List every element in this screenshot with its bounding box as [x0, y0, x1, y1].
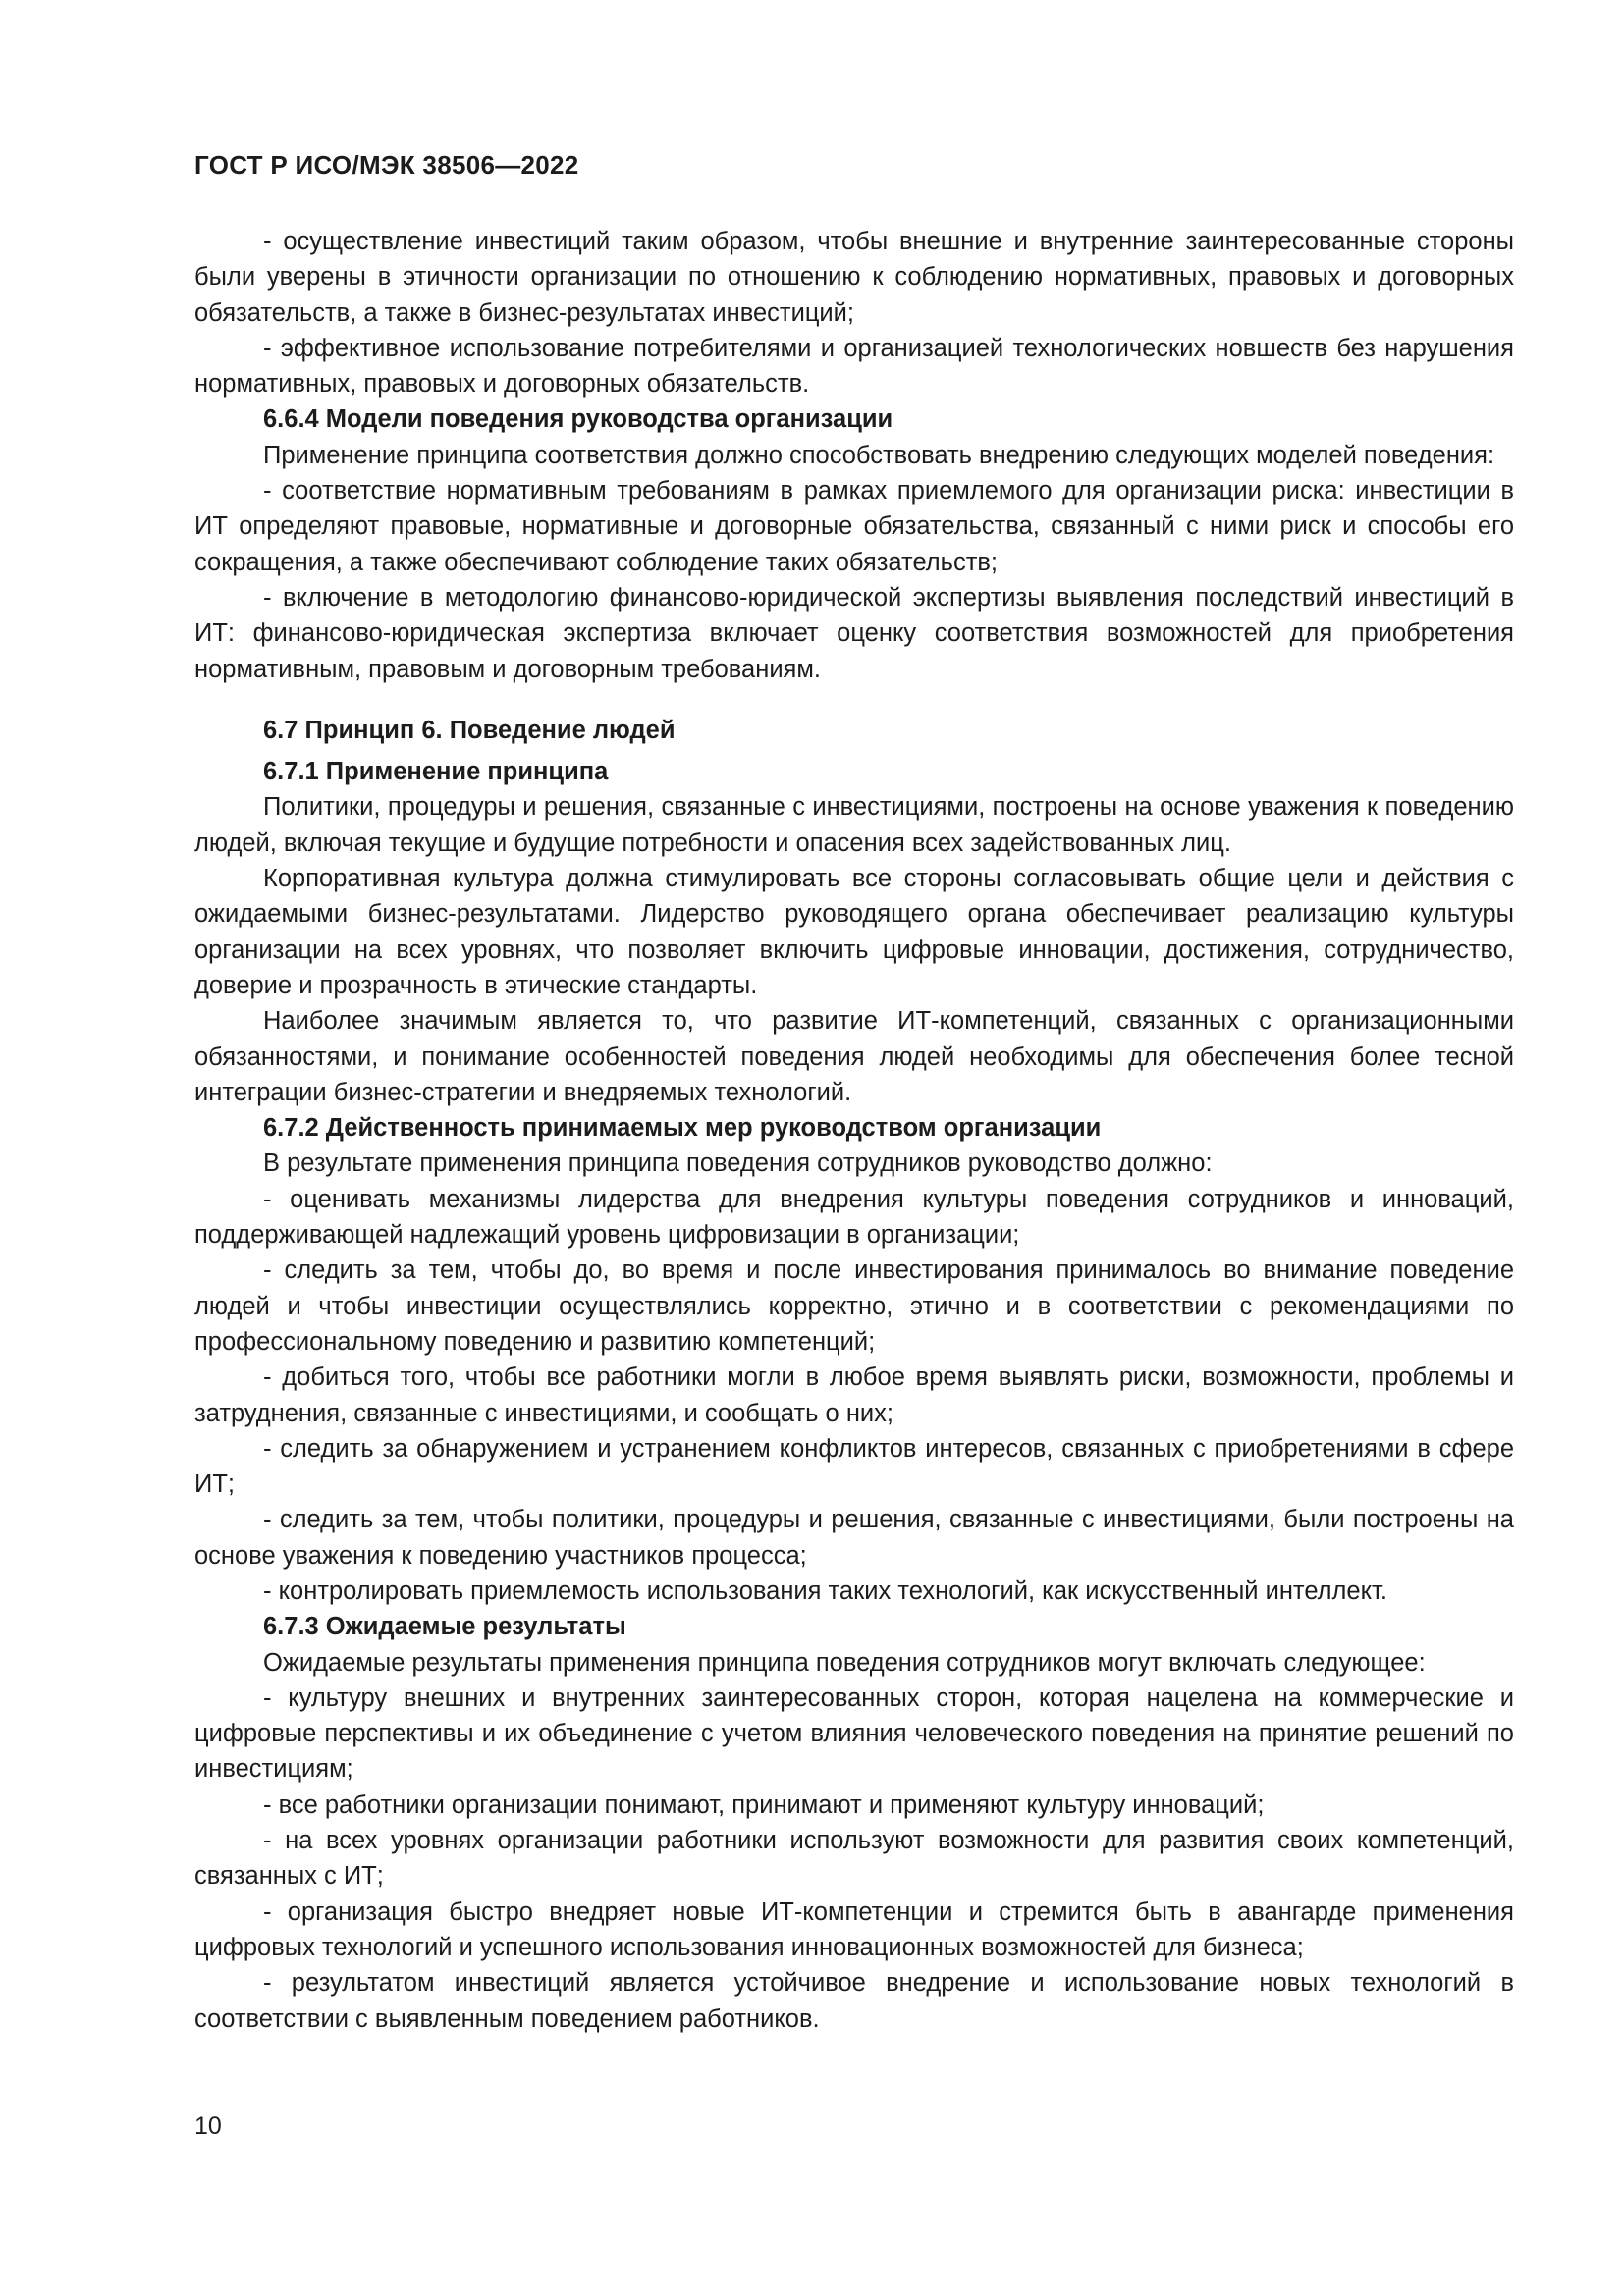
body-paragraph: - оценивать механизмы лидерства для внедрения культуры поведения сотрудников и инноваций, поддерживающей надлежащий уровень цифровизации в организации;	[194, 1185, 1514, 1250]
body-paragraph: Наиболее значимым является то, что развитие ИТ-компетенций, связанных с организационными обязанностями, и понимание особенностей поведения людей необходимы для обеспечения более тесной интеграции бизнес-стратегии и внедряемых технологий.	[194, 1007, 1514, 1106]
body-paragraph: Корпоративная культура должна стимулировать все стороны согласовывать общие цели и действия с ожидаемыми бизнес-результатами. Лидерство руководящего органа обеспечивает реализацию культуры организации на всех уровнях, что позволяет включить цифровые инновации, достижения, сотрудничество, доверие и прозрачность в этические стандарты.	[194, 865, 1514, 999]
body-paragraph: - культуру внешних и внутренних заинтересованных сторон, которая нацелена на коммерческие и цифровые перспективы и их объединение с учетом влияния человеческого поведения на принятие решений по инвестициям;	[194, 1683, 1514, 1784]
page-number: 10	[194, 2112, 222, 2140]
body-paragraph: - контролировать приемлемость использования таких технологий, как искусственный интеллект.	[263, 1576, 1387, 1605]
body-paragraph: - соответствие нормативным требованиям в рамках приемлемого для организации риска: инвестиции в ИТ определяют правовые, нормативные и договорные обязательства, связанный с ними риск и способы его сокращения, а также обеспечивают соблюдение таких обязательств;	[194, 477, 1514, 576]
body-paragraph: - организация быстро внедряет новые ИТ-компетенции и стремится быть в авангарде применения цифровых технологий и успешного использования инновационных возможностей для бизнеса;	[194, 1897, 1514, 1961]
section-heading-6-7-2: 6.7.2 Действенность принимаемых мер руководством организации	[263, 1114, 1102, 1143]
section-heading-6-7-3: 6.7.3 Ожидаемые результаты	[263, 1613, 626, 1641]
section-heading-6-7: 6.7 Принцип 6. Поведение людей	[263, 716, 676, 744]
page-body	[194, 224, 1514, 2037]
body-paragraph: - все работники организации понимают, принимают и применяют культуру инноваций;	[263, 1790, 1265, 1819]
body-paragraph: - добиться того, чтобы все работники могли в любое время выявлять риски, возможности, проблемы и затруднения, связанные с инвестициями, и сообщать о них;	[194, 1363, 1514, 1427]
body-paragraph: Применение принципа соответствия должно способствовать внедрению следующих моделей поведения:	[263, 441, 1495, 469]
body-paragraph: В результате применения принципа поведения сотрудников руководство должно:	[263, 1149, 1213, 1178]
body-paragraph: - следить за тем, чтобы до, во время и после инвестирования принималось во внимание поведение людей и чтобы инвестиции осуществлялись корректно, этично и в соответствии с рекомендациями по профессиональному поведению и развитию компетенций;	[194, 1256, 1514, 1356]
body-paragraph: Ожидаемые результаты применения принципа поведения сотрудников могут включать следующее:	[263, 1648, 1426, 1677]
section-heading-6-6-4: 6.6.4 Модели поведения руководства организации	[263, 405, 893, 434]
section-heading-6-7-1: 6.7.1 Применение принципа	[263, 758, 609, 786]
standard-designation: ГОСТ Р ИСО/МЭК 38506—2022	[194, 150, 579, 180]
body-paragraph: - следить за тем, чтобы политики, процедуры и решения, связанные с инвестициями, были построены на основе уважения к поведению участников процесса;	[194, 1506, 1514, 1570]
body-paragraph: Политики, процедуры и решения, связанные с инвестициями, построены на основе уважения к поведению людей, включая текущие и будущие потребности и опасения всех задействованных лиц.	[194, 793, 1514, 857]
body-paragraph: - эффективное использование потребителями и организацией технологических новшеств без нарушения нормативных, правовых и договорных обязательств.	[194, 334, 1514, 399]
body-paragraph: - включение в методологию финансово-юридической экспертизы выявления последствий инвестиций в ИТ: финансово-юридическая экспертиза включает оценку соответствия возможностей для приобретения нормативным, правовым и договорным требованиям.	[194, 583, 1514, 683]
body-paragraph: - результатом инвестиций является устойчивое внедрение и использование новых технологий в соответствии с выявленным поведением работников.	[194, 1969, 1514, 2033]
body-paragraph: - следить за обнаружением и устранением конфликтов интересов, связанных с приобретениями в сфере ИТ;	[194, 1434, 1514, 1499]
body-paragraph: - осуществление инвестиций таким образом, чтобы внешние и внутренние заинтересованные стороны были уверены в этичности организации по отношению к соблюдению нормативных, правовых и договорных обязательств, а также в бизнес-результатах инвестиций;	[194, 228, 1514, 327]
body-paragraph: - на всех уровнях организации работники используют возможности для развития своих компетенций, связанных с ИТ;	[194, 1827, 1514, 1891]
